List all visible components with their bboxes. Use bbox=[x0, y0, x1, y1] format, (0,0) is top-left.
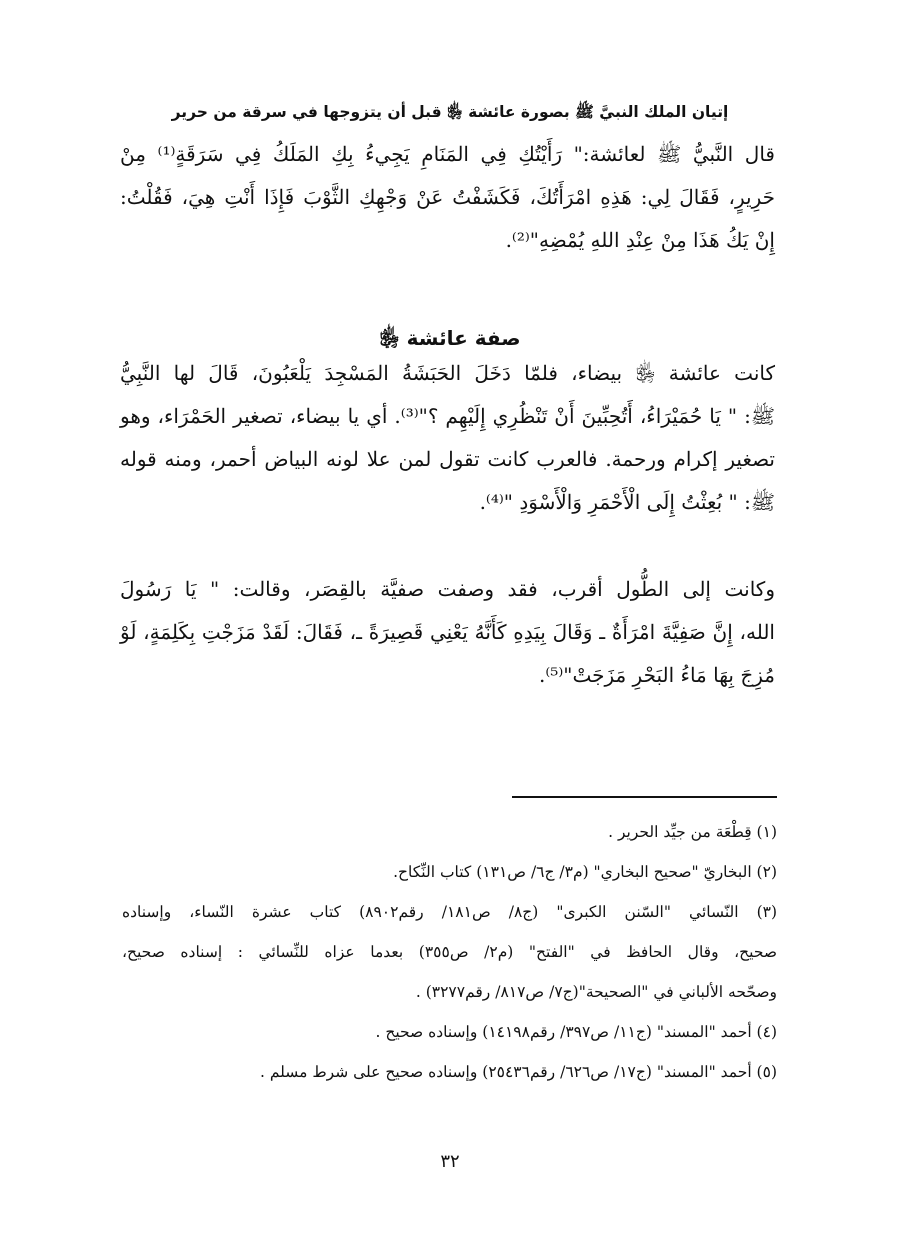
footnote-4: (٤) أحمد "المسند" (ج١١/ ص٣٩٧/ رقم١٤١٩٨) وإسناده صحيح . bbox=[375, 1023, 777, 1041]
paragraph-line: وكانت إلى الطُّول أقرب، فقد وصفت صفيَّة بالقِصَر، وقالت: " يَا رَسُولَ bbox=[120, 577, 775, 601]
paragraph-line: قال النَّبيُّ ﷺ لعائشة:" رَأَيْتُكِ فِي المَنَامِ يَجِيءُ بِكِ المَلَكُ فِي سَرَقَةٍ⁽¹⁾ مِنْ bbox=[120, 142, 775, 166]
paragraph-description-height bbox=[120, 568, 775, 697]
paragraph-line: إِنْ يَكُ هَذَا مِنْ عِنْدِ اللهِ يُمْضِهِ"⁽²⁾. bbox=[505, 228, 775, 252]
paragraph-line: تصغير إكرام ورحمة. فالعرب كانت تقول لمن علا لونه البياض أحمر، ومنه قوله bbox=[120, 447, 775, 471]
paragraph-description-color bbox=[120, 352, 775, 524]
footnote-2: (٢) البخاريّ "صحيح البخاري" (م٣/ ج٦/ ص١٣١) كتاب النِّكاح. bbox=[393, 863, 777, 881]
page-number: ٣٢ bbox=[440, 1151, 460, 1172]
section-heading-angel-silk: إتيان الملك النبيَّ ﷺ بصورة عائشة ﵂ قبل أن يتزوجها في سرقة من حرير bbox=[171, 103, 729, 121]
footnote-separator bbox=[512, 796, 777, 798]
footnote-5: (٥) أحمد "المسند" (ج١٧/ ص٦٢٦/ رقم٢٥٤٣٦) وإسناده صحيح على شرط مسلم . bbox=[259, 1063, 777, 1081]
footnote-3-continued: صحيح، وقال الحافظ في "الفتح" (م٢/ ص٣٥٥) بعدما عزاه للنِّسائي : إسناده صحيح، bbox=[122, 943, 777, 961]
paragraph-line: مُزِجَ بِهَا مَاءُ البَحْرِ مَزَجَتْ"⁽⁵⁾. bbox=[539, 663, 775, 687]
footnote-3-continued: وصحّحه الألباني في "الصحيحة"(ج٧/ ص٨١٧/ رقم٣٢٧٧) . bbox=[415, 983, 777, 1001]
footnotes bbox=[122, 812, 777, 1092]
paragraph-line: حَرِيرٍ، فَقَالَ لِي: هَذِهِ امْرَأَتُكَ، فَكَشَفْتُ عَنْ وَجْهِكِ الثَّوْبَ فَإِذَا أَنْتِ هِيَ، فَقُلْتُ: bbox=[120, 185, 775, 209]
paragraph-line: ﷺ: " يَا حُمَيْرَاءُ، أَتُحِبِّينَ أَنْ تَنْظُرِي إِلَيْهِم ؟"⁽³⁾. أي يا بيضاء، تصغير الحَمْرَاء، وهو bbox=[120, 404, 775, 428]
paragraph-angel-dream bbox=[120, 133, 775, 262]
paragraph-line: ﷺ: " بُعِثْتُ إِلَى الْأَحْمَرِ وَالْأَسْوَدِ "⁽⁴⁾. bbox=[479, 490, 775, 514]
footnote-3: (٣) النّسائي "السّنن الكبرى" (ج٨/ ص١٨١/ رقم٨٩٠٢) كتاب عشرة النّساء، وإسناده bbox=[122, 903, 778, 921]
section-heading-description: صفة عائشة ﵂ bbox=[379, 326, 521, 350]
paragraph-line: الله، إِنَّ صَفِيَّةَ امْرَأَةٌ ـ وَقَالَ بِيَدِهِ كَأَنَّهُ يَعْنِي قَصِيرَةً ـ، فَقَالَ: لَقَدْ مَزَجْتِ بِكَلِمَةٍ، لَوْ bbox=[120, 620, 775, 644]
paragraph-line: كانت عائشة ﵂ بيضاء، فلمّا دَخَلَ الحَبَشَةُ المَسْجِدَ يَلْعَبُونَ، قَالَ لها النَّبِيُّ bbox=[120, 361, 775, 385]
footnote-1: (١) قِطْعَة من جيِّد الحرير . bbox=[608, 823, 777, 841]
